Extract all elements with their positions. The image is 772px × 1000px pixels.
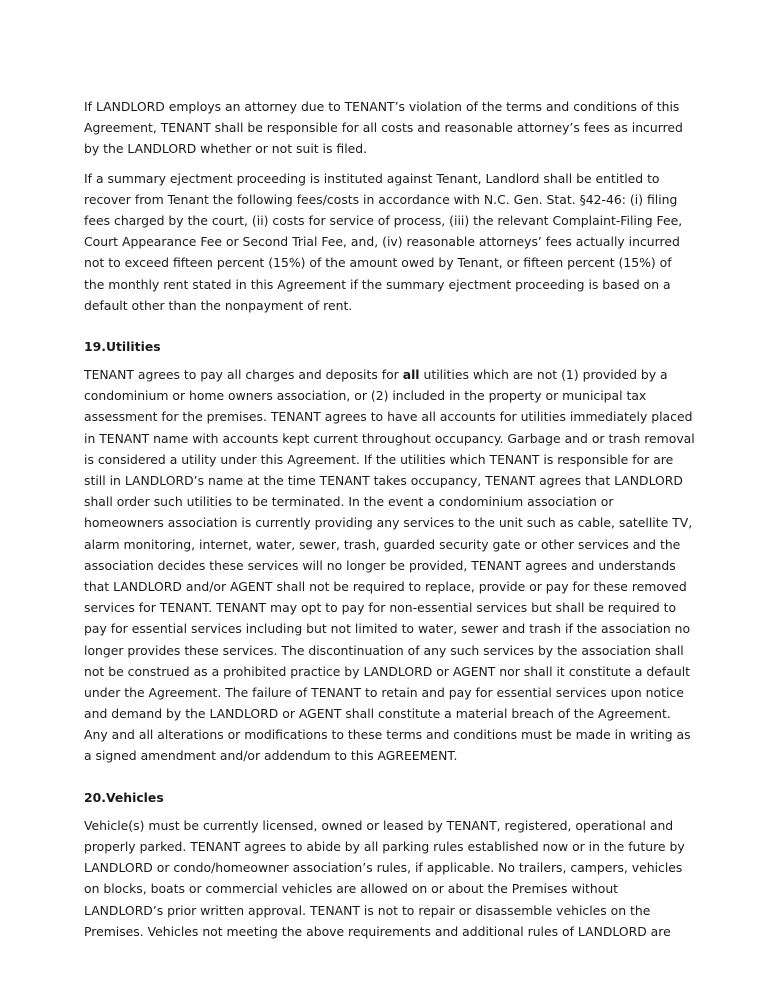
paragraph-line: pay for essential services including but not limited to water, sewer and trash if the association no [84, 621, 691, 637]
paragraph-line: properly parked. TENANT agrees to abide by all parking rules established now or in the future by [84, 839, 685, 855]
document-page [84, 96, 734, 950]
text-segment: TENANT agrees to pay all charges and deposits for [84, 367, 403, 383]
paragraph-line: Any and all alterations or modifications to these terms and conditions must be made in writing as [84, 727, 691, 743]
paragraph-line: recover from Tenant the following fees/costs in accordance with N.C. Gen. Stat. §42-46: (i) filing [84, 191, 678, 207]
attorney-fees-paragraph [84, 96, 734, 160]
paragraph-line: Agreement, TENANT shall be responsible for all costs and reasonable attorney’s fees as incurred [84, 120, 683, 136]
paragraph-line: not be construed as a prohibited practice by LANDLORD or AGENT nor shall it constitute a default [84, 663, 690, 679]
section-heading-vehicles: 20.Vehicles [84, 789, 164, 805]
paragraph-line: by the LANDLORD whether or not suit is filed. [84, 141, 368, 157]
paragraph-line: longer provides these services. The discontinuation of any such services by the association shall [84, 642, 684, 658]
paragraph-line: homeowners association is currently providing any services to the unit such as cable, satellite TV, [84, 515, 693, 531]
paragraph-line: on blocks, boats or commercial vehicles are allowed on or about the Premises without [84, 881, 619, 897]
paragraph-line: still in LANDLORD’s name at the time TENANT takes occupancy, TENANT agrees that LANDLORD [84, 473, 683, 489]
paragraph-line: condominium or home owners association, or (2) included in the property or municipal tax [84, 388, 647, 404]
paragraph-line: LANDLORD or condo/homeowner association’s rules, if applicable. No trailers, campers, vehicles [84, 860, 683, 876]
paragraph-line: shall order such utilities to be terminated. In the event a condominium association or [84, 494, 614, 510]
bold-text: all [402, 367, 420, 383]
vehicles-paragraph [84, 815, 734, 942]
section-heading-utilities: 19.Utilities [84, 338, 161, 354]
paragraph-line [84, 364, 734, 385]
paragraph-line: association decides these services will no longer be provided, TENANT agrees and understands [84, 557, 676, 573]
paragraph-line: Vehicle(s) must be currently licensed, owned or leased by TENANT, registered, operational and [84, 817, 674, 833]
paragraph-line: Court Appearance Fee or Second Trial Fee, and, (iv) reasonable attorneys’ fees actually incurred [84, 234, 680, 250]
paragraph-line: under the Agreement. The failure of TENANT to retain and pay for essential services upon notice [84, 684, 684, 700]
paragraph-line: in TENANT name with accounts kept current throughout occupancy. Garbage and or trash removal [84, 430, 695, 446]
paragraph-line: LANDLORD’s prior written approval. TENANT is not to repair or disassemble vehicles on the [84, 902, 651, 918]
paragraph-line: not to exceed fifteen percent (15%) of the amount owed by Tenant, or fifteen percent (15%) of [84, 255, 672, 271]
paragraph-line: default other than the nonpayment of rent. [84, 297, 353, 313]
utilities-paragraph [84, 364, 734, 767]
paragraph-line: If a summary ejectment proceeding is instituted against Tenant, Landlord shall be entitled to [84, 170, 660, 186]
paragraph-line: the monthly rent stated in this Agreement if the summary ejectment proceeding is based on a [84, 276, 671, 292]
utilities-lines [84, 385, 734, 766]
summary-ejectment-paragraph [84, 168, 734, 316]
paragraph-line: fees charged by the court, (ii) costs for service of process, (iii) the relevant Complaint-Filing Fee, [84, 212, 683, 228]
paragraph-line: a signed amendment and/or addendum to this AGREEMENT. [84, 748, 458, 764]
paragraph-line: If LANDLORD employs an attorney due to TENANT’s violation of the terms and conditions of this [84, 99, 680, 114]
paragraph-line: that LANDLORD and/or AGENT shall not be required to replace, provide or pay for these removed [84, 578, 687, 594]
paragraph-line: services for TENANT. TENANT may opt to pay for non-essential services but shall be required to [84, 600, 677, 616]
paragraph-line: is considered a utility under this Agreement. If the utilities which TENANT is responsible for are [84, 451, 674, 467]
paragraph-line: assessment for the premises. TENANT agrees to have all accounts for utilities immediately placed [84, 409, 693, 425]
text-segment: utilities which are not (1) provided by a [419, 367, 668, 383]
paragraph-line: and demand by the LANDLORD or AGENT shall constitute a material breach of the Agreement. [84, 706, 671, 722]
paragraph-line: Premises. Vehicles not meeting the above requirements and additional rules of LANDLORD are [84, 923, 671, 939]
paragraph-line: alarm monitoring, internet, water, sewer, trash, guarded security gate or other services and the [84, 536, 681, 552]
